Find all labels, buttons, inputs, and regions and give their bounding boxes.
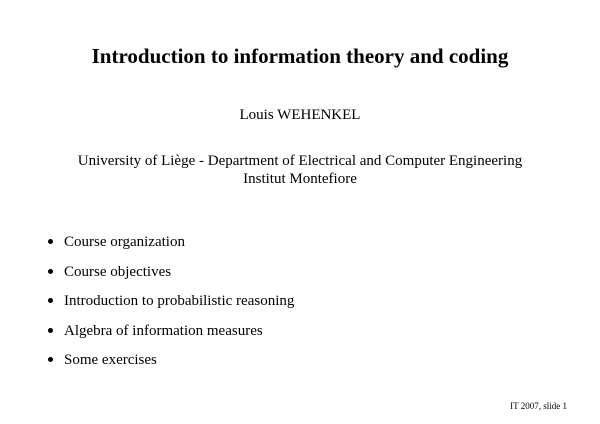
bullet-icon	[48, 328, 53, 333]
list-item-label: Introduction to probabilistic reasoning	[64, 293, 295, 309]
list-item	[48, 351, 294, 381]
author-name: Louis WEHENKEL	[239, 107, 361, 123]
slide-title: Introduction to information theory and coding	[91, 44, 509, 68]
list-item	[48, 263, 294, 293]
list-item-label: Algebra of information measures	[64, 322, 263, 339]
list-item	[48, 322, 294, 352]
bullet-icon	[48, 357, 53, 362]
bullet-icon	[48, 239, 53, 244]
bullet-list	[48, 233, 294, 381]
list-item-label: Some exercises	[64, 352, 157, 368]
affiliation-line-2: Institut Montefiore	[243, 171, 357, 187]
bullet-icon	[48, 298, 53, 303]
list-item-label: Course organization	[64, 234, 185, 250]
affiliation-line-1: University of Liège - Department of Electrical and Computer Engineering	[77, 153, 523, 169]
slide-footer: IT 2007, slide 1	[510, 401, 567, 411]
list-item-label: Course objectives	[64, 263, 172, 280]
affiliation	[0, 152, 600, 188]
list-item	[48, 233, 294, 263]
bullet-icon	[48, 269, 53, 274]
list-item	[48, 292, 294, 322]
